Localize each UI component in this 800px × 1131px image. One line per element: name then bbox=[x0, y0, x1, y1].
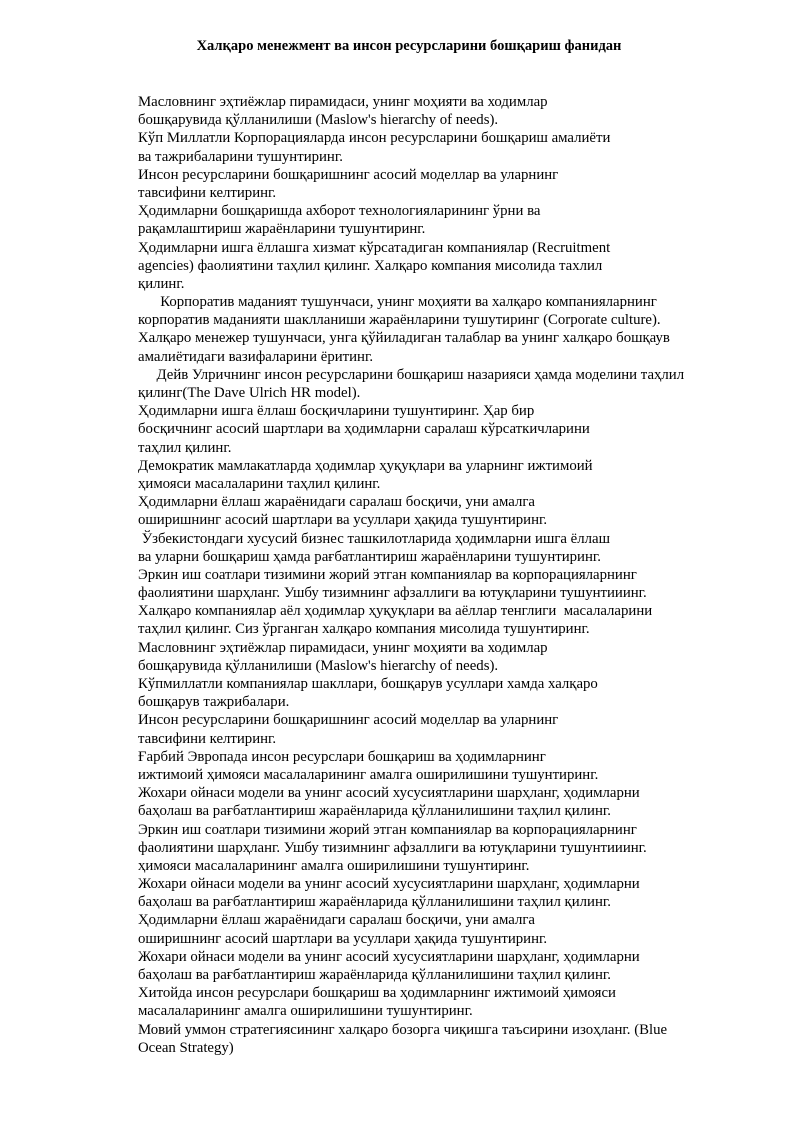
text-line: Жохари ойнаси модели ва унинг асосий хусусиятларини шарҳланг, ҳодимларни bbox=[138, 876, 640, 893]
text-line: Мовий уммон стратегиясининг халқаро бозорга чиқишга таъсирини изоҳланг. (Blue bbox=[138, 1021, 668, 1038]
text-line: Ocean Strategy) bbox=[138, 1039, 234, 1056]
text-line: оширишнинг асосий шартлари ва усуллари ҳақида тушунтиринг. bbox=[138, 512, 548, 529]
text-line: баҳолаш ва рағбатлантириш жараёнларида қўлланилишини таҳлил қилинг. bbox=[138, 967, 611, 983]
text-line: Ҳодимларни ишга ёллашга хизмат кўрсатадиган компаниялар (Recruitment bbox=[138, 239, 611, 256]
text-line: Эркин иш соатлари тизимини жорий этган компаниялар ва корпорацияларнинг bbox=[138, 821, 637, 838]
text-line: бошқарув тажрибалари. bbox=[138, 694, 290, 711]
text-line: Хитойда инсон ресурслари бошқариш ва ҳодимларнинг ижтимоий ҳимояси bbox=[138, 985, 616, 1002]
text-line: бошқарувида қўлланилиши (Maslow's hierarchy of needs). bbox=[138, 657, 499, 674]
text-line: ижтимоий ҳимояси масалаларининг амалга оширилишини тушунтиринг. bbox=[138, 766, 599, 783]
text-line: Масловнинг эҳтиёжлар пирамидаси, унинг моҳияти ва ходимлар bbox=[138, 94, 548, 110]
text-line: Масловнинг эҳтиёжлар пирамидаси, унинг моҳияти ва ходимлар bbox=[138, 639, 548, 656]
text-line: Кўпмиллатли компаниялар шакллари, бошқарув усуллари хамда халқаро bbox=[138, 676, 598, 692]
text-line: босқичнинг асосий шартлари ва ҳодимларни саралаш кўрсаткичларини bbox=[138, 421, 590, 438]
text-line: тавсифини келтиринг. bbox=[138, 184, 277, 201]
text-line: бошқарувида қўлланилиши (Maslow's hierarchy of needs). bbox=[138, 112, 499, 129]
text-line: фаолиятини шарҳланг. Ушбу тизимнинг афзаллиги ва ютуқларини тушунтииинг. bbox=[138, 839, 647, 856]
text-line: Ғарбий Эвропада инсон ресурслари бошқариш ва ҳодимларнинг bbox=[138, 748, 546, 765]
text-line: Жохари ойнаси модели ва унинг асосий хусусиятларини шарҳланг, ҳодимларни bbox=[138, 948, 640, 965]
text-line: баҳолаш ва рағбатлантириш жараёнларида қўлланилишини таҳлил қилинг. bbox=[138, 803, 611, 820]
text-line: Инсон ресурсларини бошқаришнинг асосий моделлар ва уларнинг bbox=[138, 166, 559, 183]
text-line: Демократик мамлакатларда ҳодимлар ҳуқуқлари ва уларнинг ижтимоий bbox=[138, 457, 593, 474]
text-line: Корпоратив маданият тушунчаси, унинг моҳияти ва халқаро компанияларнинг bbox=[138, 294, 657, 311]
text-line: масалаларининг амалга оширилишини тушунтиринг. bbox=[138, 1003, 473, 1020]
text-line: фаолиятини шарҳланг. Ушбу тизимнинг афзаллиги ва ютуқларини тушунтииинг. bbox=[138, 585, 647, 602]
page-title: Халқаро менежмент ва инсон ресурсларини бошқариш фанидан bbox=[196, 38, 622, 54]
text-line: ва тажрибаларини тушунтиринг. bbox=[138, 148, 343, 165]
text-line: Жохари ойнаси модели ва унинг асосий хусусиятларини шарҳланг, ҳодимларни bbox=[138, 785, 640, 802]
text-line: Ҳодимларни бошқаришда ахборот технологияларининг ўрни ва bbox=[138, 203, 541, 220]
text-line: Инсон ресурсларини бошқаришнинг асосий моделлар ва уларнинг bbox=[138, 712, 559, 729]
text-line: ҳимояси масалаларининг амалга оширилишини тушунтиринг. bbox=[138, 857, 530, 874]
text-line: таҳлил қилинг. bbox=[138, 439, 232, 456]
text-line: Ўзбекистондаги хусусий бизнес ташкилотларида ҳодимларни ишга ёллаш bbox=[138, 530, 610, 547]
text-line: Ҳодимларни ёллаш жараёнидаги саралаш босқичи, уни амалга bbox=[138, 912, 535, 929]
text-line: Кўп Миллатли Корпорацияларда инсон ресурсларини бошқариш амалиёти bbox=[138, 130, 611, 147]
text-line: оширишнинг асосий шартлари ва усуллари ҳақида тушунтиринг. bbox=[138, 930, 548, 947]
text-line: ҳимояси масалаларини таҳлил қилинг. bbox=[138, 475, 381, 492]
text-line: Эркин иш соатлари тизимини жорий этган компаниялар ва корпорацияларнинг bbox=[138, 566, 637, 583]
text-line: рақамлаштириш жараёнларини тушунтиринг. bbox=[138, 221, 426, 238]
text-line: Ҳодимларни ишга ёллаш босқичларини тушунтиринг. Ҳар бир bbox=[138, 403, 535, 420]
text-line: қилинг. bbox=[138, 275, 185, 292]
text-line: Халқаро компаниялар аёл ҳодимлар ҳуқуқлари ва аёллар тенглиги масалаларини bbox=[138, 603, 653, 620]
text-line: баҳолаш ва рағбатлантириш жараёнларида қўлланилишини таҳлил қилинг. bbox=[138, 894, 611, 911]
text-line: ва уларни бошқариш ҳамда рағбатлантириш жараёнларини тушунтиринг. bbox=[138, 548, 601, 565]
text-line: тавсифини келтиринг. bbox=[138, 730, 277, 747]
text-line: таҳлил қилинг. Сиз ўрганган халқаро компания мисолида тушунтиринг. bbox=[138, 621, 590, 638]
document-body bbox=[138, 93, 778, 1057]
text-line: амалиётидаги вазифаларини ёритинг. bbox=[138, 348, 374, 365]
text-line: agencies) фаолиятини таҳлил қилинг. Халқаро компания мисолида тахлил bbox=[138, 257, 603, 274]
text-line: корпоратив маданияти шаклланиши жараёнларини тушутиринг (Corporate culture). bbox=[138, 312, 661, 329]
text-line: Дейв Улричнинг инсон ресурсларини бошқариш назарияси ҳамда моделини таҳлил bbox=[138, 366, 685, 383]
text-line: Халқаро менежер тушунчаси, унга қўйиладиган талаблар ва унинг халқаро бошқаув bbox=[138, 330, 670, 347]
text-line: Ҳодимларни ёллаш жараёнидаги саралаш босқичи, уни амалга bbox=[138, 494, 535, 511]
text-line: қилинг(The Dave Ulrich HR model). bbox=[138, 385, 361, 401]
